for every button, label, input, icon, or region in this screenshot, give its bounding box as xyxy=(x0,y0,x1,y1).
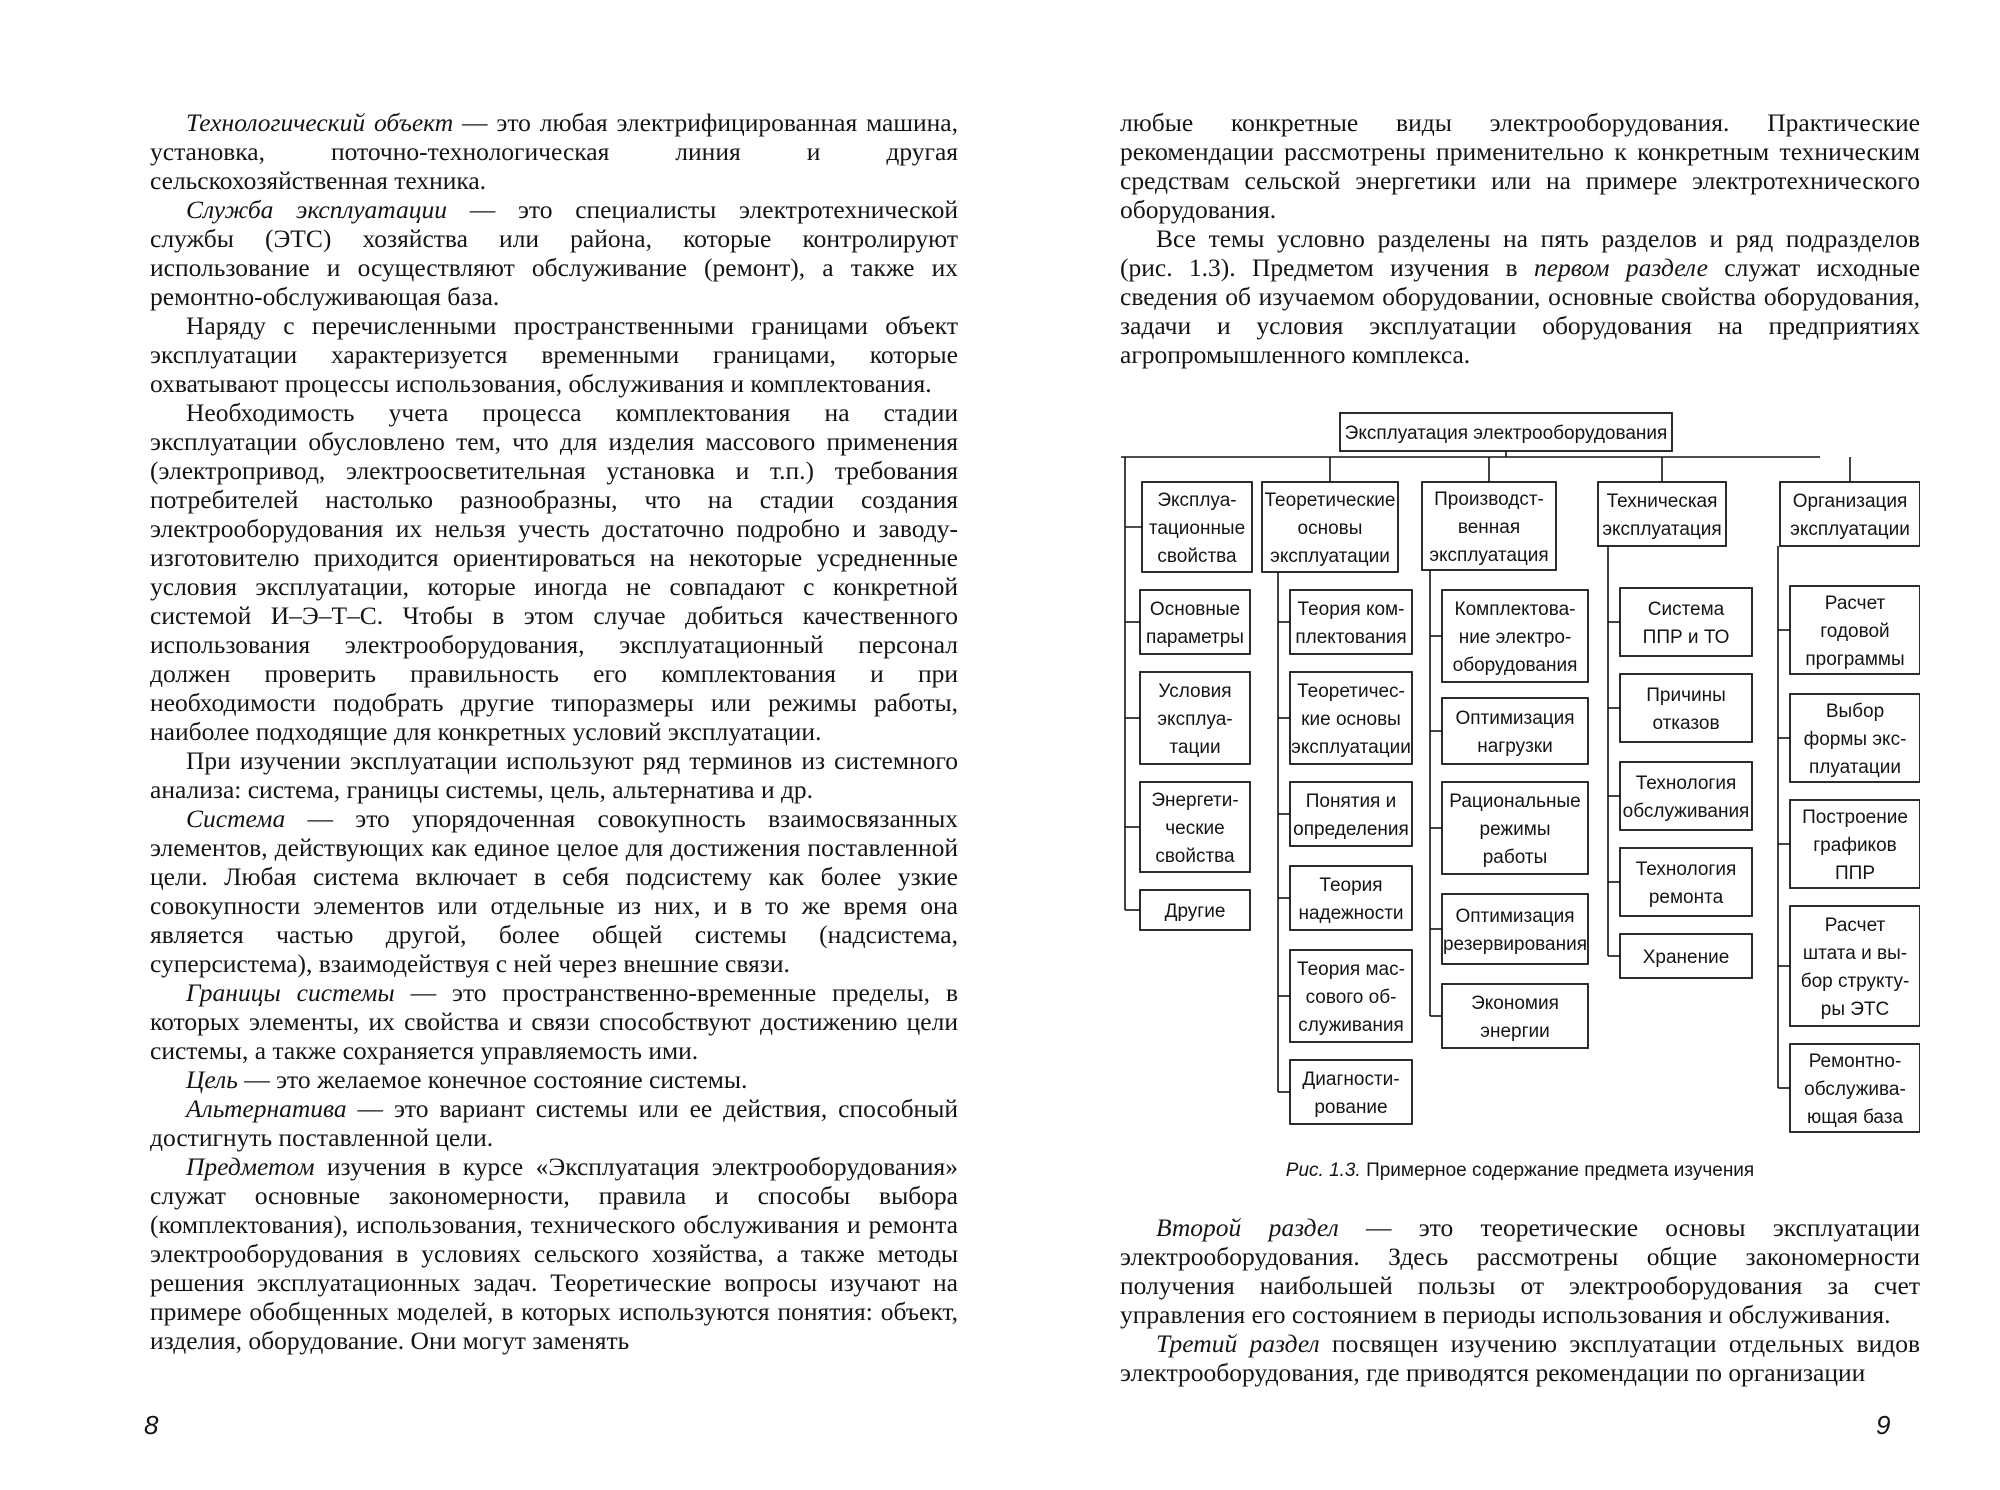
box-col4-item1 xyxy=(1620,588,1752,656)
box-col4-item2-label: отказов xyxy=(1652,713,1720,734)
column-header-4 xyxy=(1598,482,1726,546)
box-col4-item3-label: обслуживания xyxy=(1622,801,1750,822)
box-col5-item3-label: графиков xyxy=(1813,835,1897,856)
box-col5-item1-label: программы xyxy=(1805,649,1905,670)
figure-caption xyxy=(1120,1160,1920,1182)
box-col3-item3-label: работы xyxy=(1482,847,1548,868)
paragraph-subject: Предметом изучения в курсе «Эксплуатация электрооборудования» служат основные закономерности, правила и способы выбора (комплектования), использования, технического обслуживания и ремонта электрооборудования в условиях сельского хозяйства, а также методы решения эксплуатационных задач. Теоретические вопросы изучают на примере обобщенных моделей, в которых используются понятия: объект, изделия, оборудование. Они могут заменять xyxy=(150,1152,958,1355)
box-col3-item2-label: нагрузки xyxy=(1477,736,1553,757)
box-col2-item2 xyxy=(1290,672,1412,764)
paragraph-system-boundaries: Границы системы — это пространственно-временные пределы, в которых элементы, их свойства и связи способствуют достижению цели системы, а также сохраняется управляемость ими. xyxy=(150,978,958,1065)
box-col4-item1-label: Система xyxy=(1647,599,1725,620)
column-header-1-label: свойства xyxy=(1157,546,1237,567)
box-col5-item2-label: плуатации xyxy=(1809,757,1901,778)
paragraph-sections: Все темы условно разделены на пять разделов и ряд подразделов (рис. 1.3). Предметом изучения в первом разделе служат исходные сведения об изучаемом оборудовании, основные свойства оборудования, задачи и условия эксплуатации оборудования на предприятиях агропромышленного комплекса. xyxy=(1120,224,1921,369)
box-col5-item2 xyxy=(1790,694,1920,782)
column-header-1 xyxy=(1142,482,1252,572)
box-col3-item3 xyxy=(1442,782,1588,874)
paragraph-continuation: любые конкретные виды электрооборудования. Практические рекомендации рассмотрены применительно к конкретным техническим средствам сельской энергетики или на примере электротехнического оборудования. xyxy=(1120,108,1920,224)
box-col1-item2 xyxy=(1140,672,1250,764)
box-col5-item2-label: формы экс- xyxy=(1803,729,1907,750)
box-col3-item5-label: энергии xyxy=(1480,1021,1550,1042)
box-col1-item4-label: Другие xyxy=(1164,901,1226,922)
box-col2-item5 xyxy=(1290,950,1412,1042)
box-col5-item5-label: ющая база xyxy=(1806,1107,1904,1128)
box-col4-item4-label: Технология xyxy=(1635,859,1737,880)
box-col5-item2-label: Выбор xyxy=(1825,701,1885,722)
box-col5-item5-label: Ремонтно- xyxy=(1808,1051,1902,1072)
column-header-3-label: Производст- xyxy=(1434,489,1544,510)
paragraph-goal: Цель — это желаемое конечное состояние системы. xyxy=(186,1065,748,1094)
box-col5-item3-label: ППР xyxy=(1835,863,1875,884)
box-col1-item2-label: тации xyxy=(1169,737,1221,758)
box-col3-item1 xyxy=(1442,590,1588,682)
column-header-3-label: эксплуатация xyxy=(1429,545,1549,566)
column-header-3 xyxy=(1422,482,1556,570)
box-col2-item3-label: Понятия и xyxy=(1305,791,1397,812)
box-col1-item3-label: Энергети- xyxy=(1151,790,1239,811)
box-col2-item1 xyxy=(1290,590,1412,654)
box-col2-item3 xyxy=(1290,782,1412,846)
box-col5-item4-label: штата и вы- xyxy=(1802,943,1908,964)
column-header-3-label: венная xyxy=(1457,517,1521,538)
box-col3-item4-label: Оптимизация xyxy=(1455,906,1575,927)
box-col5-item1 xyxy=(1790,586,1920,674)
box-col5-item1-label: Расчет xyxy=(1824,593,1886,614)
box-col3-item5-label: Экономия xyxy=(1471,993,1559,1014)
box-col1-item1-label: Основные xyxy=(1149,599,1241,620)
box-col2-item2-label: эксплуатации xyxy=(1291,737,1411,758)
right-page-bottom xyxy=(1120,1213,1920,1387)
box-col5-item3 xyxy=(1790,800,1920,888)
box-col5-item5-label: обслужива- xyxy=(1804,1079,1906,1100)
column-header-5-label: Организация xyxy=(1792,491,1908,512)
box-col4-item2-label: Причины xyxy=(1646,685,1726,706)
box-col4-item4-label: ремонта xyxy=(1648,887,1724,908)
box-col2-item1-label: Теория ком- xyxy=(1297,599,1405,620)
box-col2-item1-label: плектования xyxy=(1295,627,1407,648)
diagram-svg xyxy=(1120,410,1920,1140)
box-col4-item2 xyxy=(1620,674,1752,742)
box-col3-item1-label: оборудования xyxy=(1452,655,1578,676)
box-col2-item4-label: Теория xyxy=(1319,875,1383,896)
box-col5-item4-label: Расчет xyxy=(1824,915,1886,936)
box-col2-item5-label: служивания xyxy=(1298,1015,1404,1036)
box-col2-item6-label: Диагности- xyxy=(1302,1069,1400,1090)
box-col3-item1-label: Комплектова- xyxy=(1454,599,1576,620)
structure-diagram xyxy=(1120,410,1920,1145)
paragraph-technological-object: Технологический объект — это любая электрифицированная машина, установка, поточно-технологическая линия и другая сельскохозяйственная техника. xyxy=(150,108,958,195)
box-col1-item4 xyxy=(1140,890,1250,930)
column-header-5-label: эксплуатации xyxy=(1790,519,1910,540)
root-box-label: Эксплуатация электрооборудования xyxy=(1344,423,1668,444)
root-box xyxy=(1340,413,1672,451)
right-page xyxy=(1120,108,1920,369)
box-col3-item2-label: Оптимизация xyxy=(1455,708,1575,729)
box-col5-item3-label: Построение xyxy=(1802,807,1908,828)
paragraph-time-boundaries: Наряду с перечисленными пространственными границами объект эксплуатации характеризуется временными границами, которые охватывают процессы использования, обслуживания и комплектования. xyxy=(150,311,958,398)
column-header-1-label: Эксплуа- xyxy=(1157,490,1237,511)
column-header-2-label: основы xyxy=(1297,518,1363,539)
column-header-1-label: тационные xyxy=(1148,518,1246,539)
box-col3-item2 xyxy=(1442,698,1588,764)
column-header-2 xyxy=(1262,482,1398,572)
paragraph-third-section: Третий раздел посвящен изучению эксплуатации отдельных видов электрооборудования, где приводятся рекомендации по организации xyxy=(1120,1329,1921,1387)
box-col4-item3-label: Технология xyxy=(1635,773,1737,794)
paragraph-completion: Необходимость учета процесса комплектования на стадии эксплуатации обусловлено тем, что для изделия массового применения (электропривод, электроосветительная установка и т.п.) требования потребителей настолько разнообразны, что на стадии создания электрооборудования их нельзя учесть достаточно подробно и заводу-изготовителю приходится ориентироваться на некоторые усредненные условия эксплуатации, которые иногда не совпадают с конкретной системой И–Э–Т–С. Чтобы в этом случае добиться качественного использования электрооборудования, эксплуатационный персонал должен проверить правильность его комплектования и при необходимости подобрать другие типоразмеры или режимы работы, наиболее подходящие для конкретных условий эксплуатации. xyxy=(150,398,958,746)
box-col2-item4 xyxy=(1290,866,1412,930)
page-number-left: 8 xyxy=(144,1410,159,1440)
box-col4-item1-label: ППР и ТО xyxy=(1642,627,1730,648)
left-page xyxy=(150,108,958,1355)
box-col2-item3-label: определения xyxy=(1293,819,1409,840)
box-col5-item4 xyxy=(1790,906,1920,1026)
box-col2-item6 xyxy=(1290,1060,1412,1124)
box-col2-item4-label: надежности xyxy=(1298,903,1404,924)
paragraph-system: Система — это упорядоченная совокупность взаимосвязанных элементов, действующих как единое целое для достижения поставленной цели. Любая система включает в себя подсистему как более узкие совокупности элементов или отдельные из них, и в то же время она является частью другой, более общей системы (надсистема, суперсистема), взаимодействуя с ней через внешние связи. xyxy=(150,804,958,978)
box-col5-item4-label: ры ЭТС xyxy=(1820,999,1890,1020)
box-col4-item3 xyxy=(1620,762,1752,830)
figure-caption-text: Примерное содержание предмета изучения xyxy=(1366,1160,1755,1181)
box-col2-item5-label: Теория мас- xyxy=(1297,959,1405,980)
box-col4-item5 xyxy=(1620,934,1752,978)
box-col1-item1-label: параметры xyxy=(1146,627,1244,648)
box-col1-item3-label: ческие xyxy=(1165,818,1225,839)
paragraph-system-analysis: При изучении эксплуатации используют ряд терминов из системного анализа: система, границы системы, цель, альтернатива и др. xyxy=(150,746,958,804)
figure-caption-number: Рис. 1.3. xyxy=(1285,1160,1361,1181)
page-number-right: 9 xyxy=(1876,1410,1891,1440)
paragraph-second-section: Второй раздел — это теоретические основы эксплуатации электрооборудования. Здесь рассмотрены общие закономерности получения наибольшей пользы от электрооборудования за счет управления его состоянием в периоды использования и обслуживания. xyxy=(1120,1213,1920,1329)
box-col1-item3 xyxy=(1140,782,1250,872)
column-header-5 xyxy=(1780,482,1920,546)
paragraph-alternative: Альтернатива — это вариант системы или ее действия, способный достигнуть поставленной цели. xyxy=(150,1094,958,1152)
box-col1-item3-label: свойства xyxy=(1155,846,1235,867)
column-header-4-label: Техническая xyxy=(1606,491,1718,512)
box-col4-item5-label: Хранение xyxy=(1642,947,1730,968)
box-col3-item1-label: ние электро- xyxy=(1458,627,1572,648)
box-col1-item2-label: Условия xyxy=(1158,681,1232,702)
box-col1-item2-label: эксплуа- xyxy=(1157,709,1233,730)
box-col2-item5-label: сового об- xyxy=(1305,987,1397,1008)
box-col2-item6-label: рование xyxy=(1314,1097,1388,1118)
box-col5-item5 xyxy=(1790,1044,1920,1132)
box-col2-item2-label: кие основы xyxy=(1301,709,1401,730)
column-header-2-label: Теоретические xyxy=(1264,490,1396,511)
box-col3-item4-label: резервирования xyxy=(1442,934,1588,955)
box-col5-item1-label: годовой xyxy=(1820,621,1890,642)
box-col1-item1 xyxy=(1140,590,1250,654)
box-col5-item4-label: бор структу- xyxy=(1800,971,1910,992)
box-col3-item3-label: режимы xyxy=(1479,819,1551,840)
column-header-2-label: эксплуатации xyxy=(1270,546,1390,567)
box-col4-item4 xyxy=(1620,848,1752,916)
box-col3-item3-label: Рациональные xyxy=(1449,791,1581,812)
paragraph-service: Служба эксплуатации — это специалисты электротехнической службы (ЭТС) хозяйства или района, которые контролируют использование и осуществляют обслуживание (ремонт), а также их ремонтно-обслуживающая база. xyxy=(150,195,958,311)
box-col3-item5 xyxy=(1442,984,1588,1048)
column-header-4-label: эксплуатация xyxy=(1602,519,1722,540)
box-col2-item2-label: Теоретичес- xyxy=(1297,681,1405,702)
box-col3-item4 xyxy=(1442,894,1588,964)
